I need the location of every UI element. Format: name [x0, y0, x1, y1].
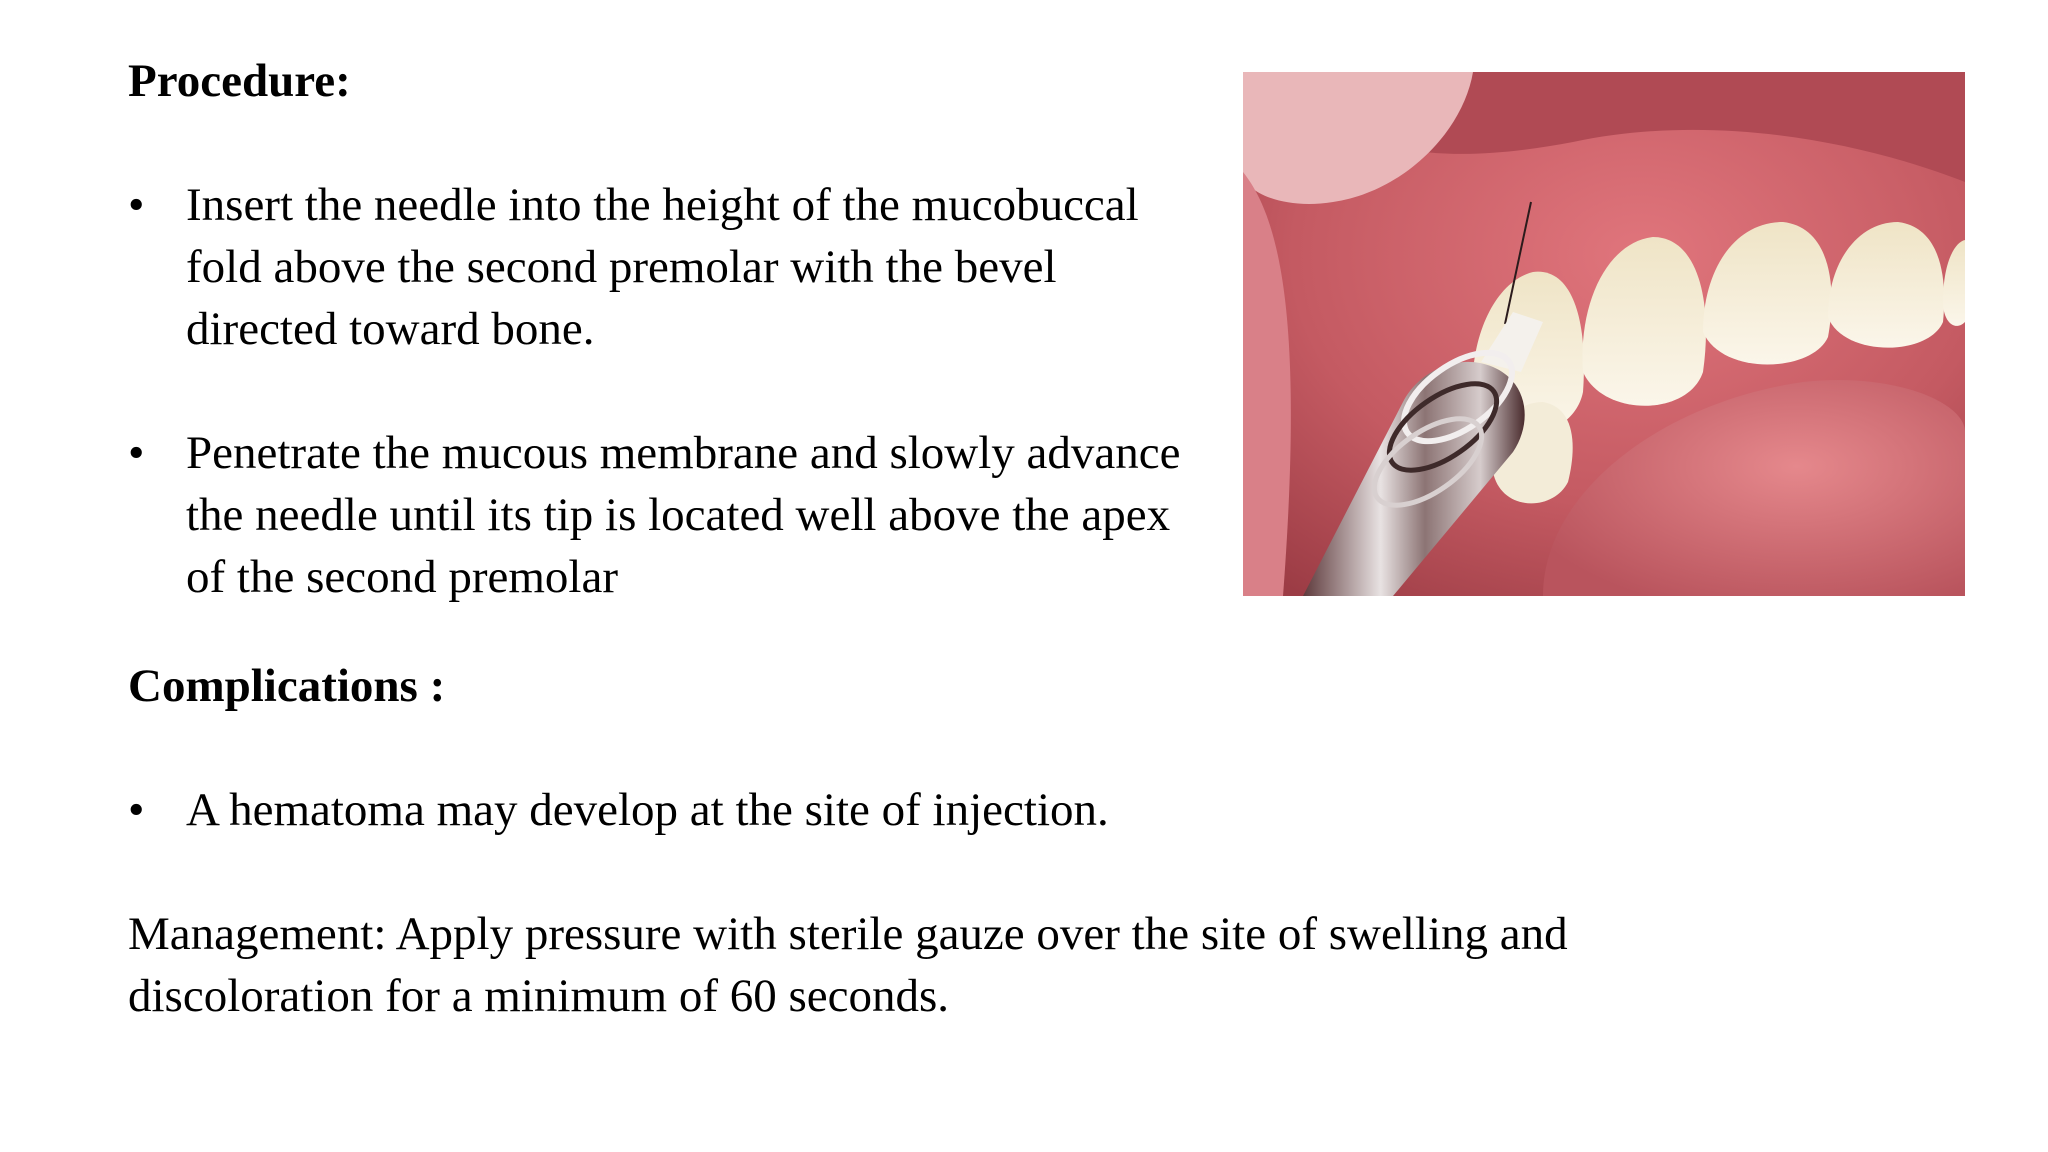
complications-bullet-list: [128, 779, 1728, 841]
complications-bullet-text: A hematoma may develop at the site of injection.: [186, 784, 1109, 836]
bullet-icon: •: [128, 179, 145, 231]
injection-illustration: [1243, 72, 1965, 596]
complications-heading: Complications :: [128, 660, 446, 712]
dental-injection-photo: [1243, 72, 1965, 596]
bullet-icon: •: [128, 427, 145, 479]
procedure-bullet-list: [128, 174, 1208, 608]
management-text: Management: Apply pressure with sterile gauze over the site of swelling and discoloration for a minimum of 60 seconds.: [128, 908, 1568, 1022]
list-item: [128, 779, 1728, 841]
procedure-bullet-text: Insert the needle into the height of the mucobuccal fold above the second premolar with the bevel directed toward bone.: [186, 179, 1139, 355]
bullet-icon: •: [128, 784, 145, 836]
procedure-heading: Procedure:: [128, 55, 351, 107]
procedure-bullet-text: Penetrate the mucous membrane and slowly advance the needle until its tip is located well above the apex of the second premolar: [186, 427, 1181, 603]
list-item: [128, 422, 1208, 608]
list-item: [128, 174, 1208, 360]
